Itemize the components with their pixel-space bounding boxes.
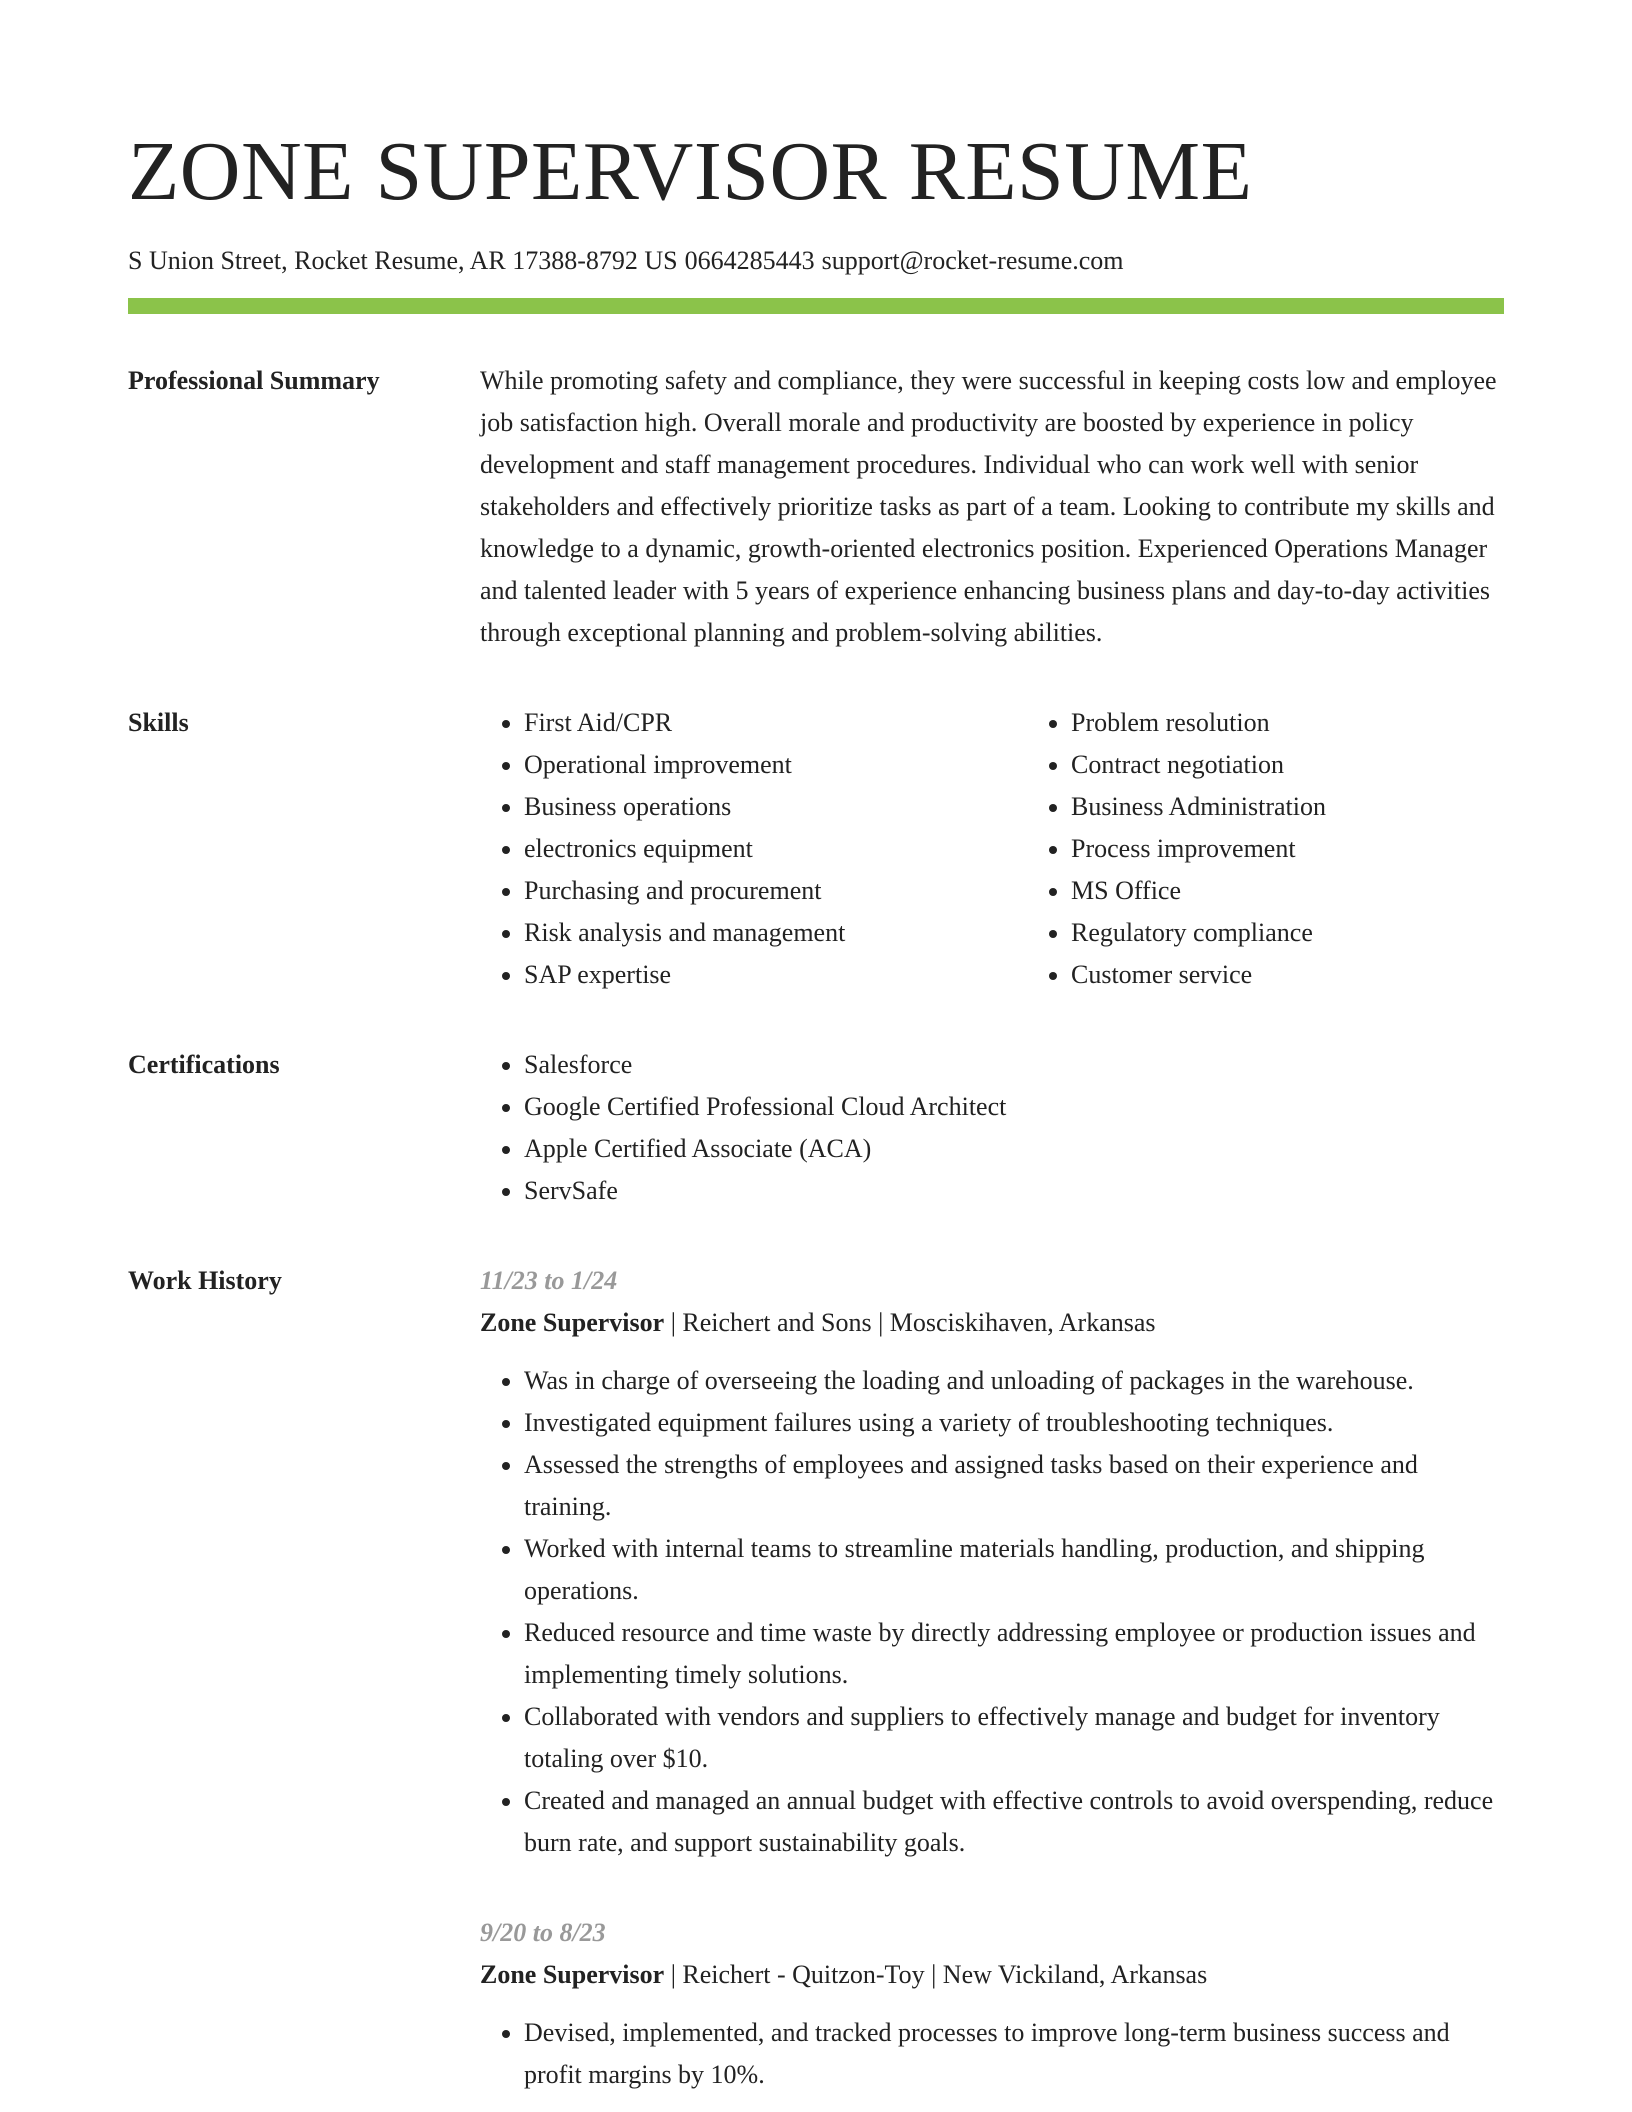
summary-text: While promoting safety and compliance, they were successful in keeping costs low and employee job satisfaction high. Overall morale and productivity are boosted by experience in policy development and staff management procedures. Individual who can work well with senior stakeholders and effectively prioritize tasks as part of a team. Looking to contribute my skills and knowledge to a dynamic, growth-oriented electronics position. Experienced Operations Manager and talented leader with 5 years of experience enhancing business plans and day-to-day activities through exceptional planning and problem-solving abilities.: [480, 366, 1497, 647]
skill-item: • Business operations: [524, 786, 1027, 828]
skill-item: • MS Office: [1071, 870, 1574, 912]
summary-section: [128, 360, 1504, 654]
contact-address: S Union Street, Rocket Resume, AR 17388-8792 US: [128, 246, 678, 275]
skill-item: • electronics equipment: [524, 828, 1027, 870]
job-dates: 9/20 to 8/23: [480, 1918, 606, 1947]
job-role: Zone Supervisor: [480, 1308, 665, 1337]
job-title-line: [480, 1302, 1504, 1344]
header-divider: [128, 298, 1504, 314]
job-entry: [480, 1260, 1504, 1864]
skill-item: • First Aid/CPR: [524, 702, 1027, 744]
certifications-section: [128, 1044, 1504, 1212]
job-bullet: • Devised, implemented, and tracked processes to improve long-term business success and profit margins by 10%.: [524, 2012, 1504, 2096]
skills-heading: Skills: [128, 708, 189, 737]
job-bullet: • Reduced resource and time waste by directly addressing employee or production issues and implementing timely solutions.: [524, 1612, 1504, 1696]
job-role: Zone Supervisor: [480, 1960, 665, 1989]
skill-item: • Contract negotiation: [1071, 744, 1574, 786]
skills-list-right: [1027, 702, 1574, 996]
skill-item: • Risk analysis and management: [524, 912, 1027, 954]
skills-columns: [480, 702, 1574, 996]
skill-item: • Operational improvement: [524, 744, 1027, 786]
skill-item: • Regulatory compliance: [1071, 912, 1574, 954]
work-history-body: [480, 1260, 1504, 2096]
job-bullets: [480, 2012, 1504, 2096]
certification-item: • ServSafe: [524, 1170, 1504, 1212]
certifications-list: [480, 1044, 1504, 1212]
certifications-body: [480, 1044, 1504, 1212]
skills-section: [128, 702, 1504, 996]
job-bullet: • Created and managed an annual budget with effective controls to avoid overspending, reduce burn rate, and support sustainability goals.: [524, 1780, 1504, 1864]
summary-body: [480, 360, 1504, 654]
certification-item: • Salesforce: [524, 1044, 1504, 1086]
job-details: | Reichert and Sons | Mosciskihaven, Arkansas: [670, 1308, 1156, 1337]
contact-email: support@rocket-resume.com: [821, 246, 1124, 275]
job-bullets: [480, 1360, 1504, 1864]
skill-item: • Problem resolution: [1071, 702, 1574, 744]
resume-page: [128, 120, 1504, 2096]
work-history-heading: Work History: [128, 1266, 282, 1295]
job-details: | Reichert - Quitzon-Toy | New Vickiland, Arkansas: [670, 1960, 1208, 1989]
skills-list-left: [480, 702, 1027, 996]
skill-item: • Purchasing and procurement: [524, 870, 1027, 912]
job-bullet: • Collaborated with vendors and suppliers to effectively manage and budget for inventory totaling over $10.: [524, 1696, 1504, 1780]
job-bullet: • Assessed the strengths of employees and assigned tasks based on their experience and training.: [524, 1444, 1504, 1528]
contact-line: [128, 244, 1504, 278]
summary-heading: Professional Summary: [128, 366, 380, 395]
job-title-line: [480, 1954, 1504, 1996]
job-dates: 11/23 to 1/24: [480, 1266, 618, 1295]
job-entry: [480, 1912, 1504, 2096]
contact-phone: 0664285443: [684, 246, 815, 275]
skill-item: • Business Administration: [1071, 786, 1574, 828]
skill-item: • Process improvement: [1071, 828, 1574, 870]
certification-item: • Google Certified Professional Cloud Architect: [524, 1086, 1504, 1128]
certifications-heading: Certifications: [128, 1050, 280, 1079]
job-bullet: • Investigated equipment failures using a variety of troubleshooting techniques.: [524, 1402, 1504, 1444]
resume-title: ZONE SUPERVISOR RESUME: [128, 125, 1253, 218]
job-bullet: • Was in charge of overseeing the loading and unloading of packages in the warehouse.: [524, 1360, 1504, 1402]
work-history-section: [128, 1260, 1504, 2096]
skill-item: • SAP expertise: [524, 954, 1027, 996]
skill-item: • Customer service: [1071, 954, 1574, 996]
certification-item: • Apple Certified Associate (ACA): [524, 1128, 1504, 1170]
skills-body: [480, 702, 1574, 996]
job-bullet: • Worked with internal teams to streamline materials handling, production, and shipping operations.: [524, 1528, 1504, 1612]
